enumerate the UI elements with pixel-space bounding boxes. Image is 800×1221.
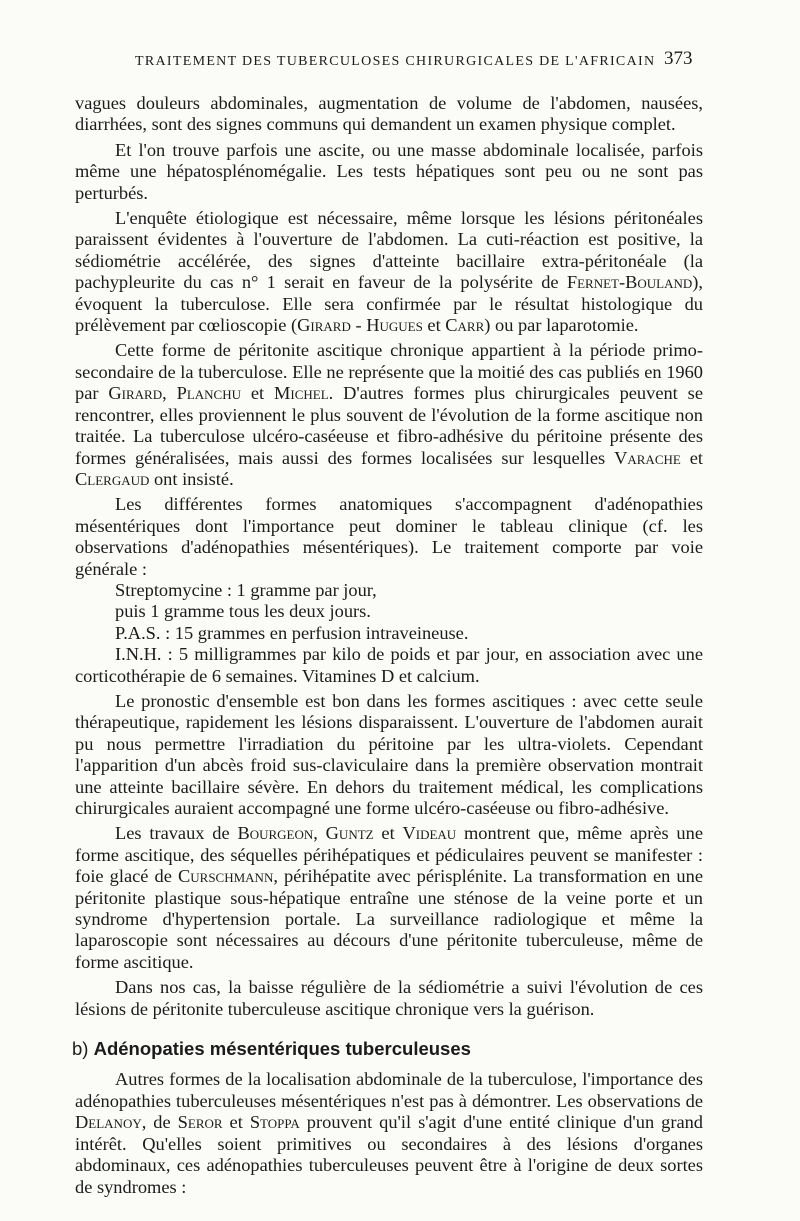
- text-run: Cette forme de péritonite ascitique chronique appartient à la période primo-secondaire de la tuberculose. Elle ne représente que la moitié des cas publiés en 1960 par: [75, 340, 703, 404]
- text-run: ont insisté.: [149, 468, 234, 489]
- text-run: et: [680, 447, 703, 468]
- text-run: et: [422, 315, 446, 336]
- author-name: Varache: [614, 447, 681, 468]
- text-run: Les travaux de: [115, 823, 238, 844]
- author-name: Seror: [177, 1112, 223, 1133]
- paragraph-6: Le pronostic d'ensemble est bon dans les formes ascitiques : avec cette seule thérapeutique, rapidement les lésions disparaissent. L'ouverture de l'abdomen aurait pu nous permettre l'irradiation du péritoine par les ultra-violets. Cependant l'apparition d'un abcès froid sus-claviculaire dans la première observation montrait une atteinte bacillaire sévère. En dehors du traitement médical, les complications chirurgicales auraient accompagné une forme ulcéro-caséeuse ou fibro-adhésive.: [75, 690, 703, 818]
- treatment-line: Streptomycine : 1 gramme par jour,: [115, 579, 377, 600]
- paragraph-3: [75, 208, 703, 336]
- text-run: et: [222, 1112, 250, 1133]
- text-run: Autres formes de la localisation abdominale de la tuberculose, l'importance des adénopathies tuberculeuses mésentériques n'est pas à démontrer. Les observations de: [75, 1069, 703, 1111]
- text-run: prouvent qu'il s'agit d'une entité clinique d'un grand intérêt. Qu'elles soient primitives ou secondaires à des lésions d'organes abdominaux, ces adénopathies tuberculeuses peuvent être à l'origine de deux sortes de syndromes :: [75, 1112, 703, 1197]
- text-run: et: [373, 823, 403, 844]
- text-run: ) ou par laparotomie.: [484, 315, 639, 336]
- paragraph-8: Dans nos cas, la baisse régulière de la sédiométrie a suivi l'évolution de ces lésions de péritonite tuberculeuse ascitique chronique vers la guérison.: [75, 977, 703, 1019]
- paragraph-9: [75, 1069, 703, 1197]
- text-run: L'enquête étiologique est nécessaire, même lorsque les lésions péritonéales paraissent évidentes à l'ouverture de l'abdomen. La cuti-réaction est positive, la sédiométrie accélérée, des signes d'atteinte bacillaire extra-péritonéale (la pachypleurite du cas n° 1 serait en faveur de la polysérite de: [75, 208, 703, 293]
- running-header: [0, 48, 800, 76]
- author-name: Videau: [402, 823, 457, 844]
- text-run: et: [241, 383, 275, 404]
- text-run: . D'autres formes plus chirurgicales peuvent se rencontrer, elles proviennent le plus souvent de l'évolution de la forme ascitique non traitée. La tuberculose ulcéro-caséeuse et fibro-adhésive du péritoine présente des formes généralisées, mais aussi des formes localisées sur lesquelles: [75, 383, 703, 468]
- author-name: Delanoy: [75, 1112, 142, 1133]
- treatment-line: I.N.H. : 5 milligrammes par kilo de poids et par jour, en association avec une corticothérapie de 6 semaines. Vitamines D et calcium.: [75, 644, 703, 686]
- text-run: , de: [141, 1112, 178, 1133]
- running-title: TRAITEMENT DES TUBERCULOSES CHIRURGICALES DE L'AFRICAIN: [135, 54, 656, 69]
- author-name: Clergaud: [75, 468, 150, 489]
- text-run: montrent que, même après une forme ascitique, des séquelles périhépatiques et pédiculaires peuvent se manifester : foie glacé de: [75, 823, 703, 887]
- paragraph-5: Les différentes formes anatomiques s'accompagnent d'adénopathies mésentériques dont l'importance peut dominer le tableau clinique (cf. les observations d'adénopathies mésentériques). Le traitement comporte par voie générale :: [75, 494, 703, 579]
- treatment-line: puis 1 gramme tous les deux jours.: [115, 601, 371, 622]
- author-name: Girard: [297, 315, 351, 336]
- section-label: b): [72, 1038, 89, 1060]
- text-run: , périhépatite avec périsplénite. La transformation en une péritonite plastique sous-hépatique entraîne une sténose de la veine porte et un syndrome d'hypertension portale. La surveillance radiologique et même la laparoscopie sont nécessaires au décours d'une péritonite tuberculeuse, même de forme ascitique.: [75, 866, 703, 972]
- paragraph-4: [75, 340, 703, 490]
- author-name: Hugues: [366, 315, 423, 336]
- body-text: [72, 93, 703, 1202]
- treatment-list: [75, 580, 703, 687]
- treatment-line: P.A.S. : 15 grammes en perfusion intraveineuse.: [115, 622, 469, 643]
- author-name: Planchu: [176, 383, 241, 404]
- section-heading: [72, 1038, 703, 1059]
- paragraph-7: [75, 823, 703, 973]
- author-name: Guntz: [325, 823, 374, 844]
- author-name: Michel: [274, 383, 329, 404]
- text-run: -: [350, 315, 367, 336]
- paragraph-2: Et l'on trouve parfois une ascite, ou une masse abdominale localisée, parfois même une hépatosplénomégalie. Les tests hépatiques sont peu ou ne sont pas perturbés.: [75, 139, 703, 203]
- text-run: ,: [313, 823, 326, 844]
- text-run: ), évoquent la tuberculose. Elle sera confirmée par le résultat histologique du prélèvement par cœlioscopie (: [75, 272, 703, 336]
- section-title: Adénopaties mésentériques tuberculeuses: [93, 1038, 471, 1060]
- text-run: ,: [162, 383, 177, 404]
- author-name: Stoppa: [249, 1112, 300, 1133]
- author-name: Fernet-Bouland: [566, 272, 693, 293]
- author-name: Girard: [108, 383, 163, 404]
- page-number: 373: [664, 48, 693, 69]
- author-name: Bourgeon: [237, 823, 314, 844]
- author-name: Carr: [445, 315, 485, 336]
- paragraph-1: vagues douleurs abdominales, augmentation de volume de l'abdomen, nausées, diarrhées, sont des signes communs qui demandent un examen physique complet.: [75, 93, 703, 135]
- author-name: Curschmann: [178, 866, 274, 887]
